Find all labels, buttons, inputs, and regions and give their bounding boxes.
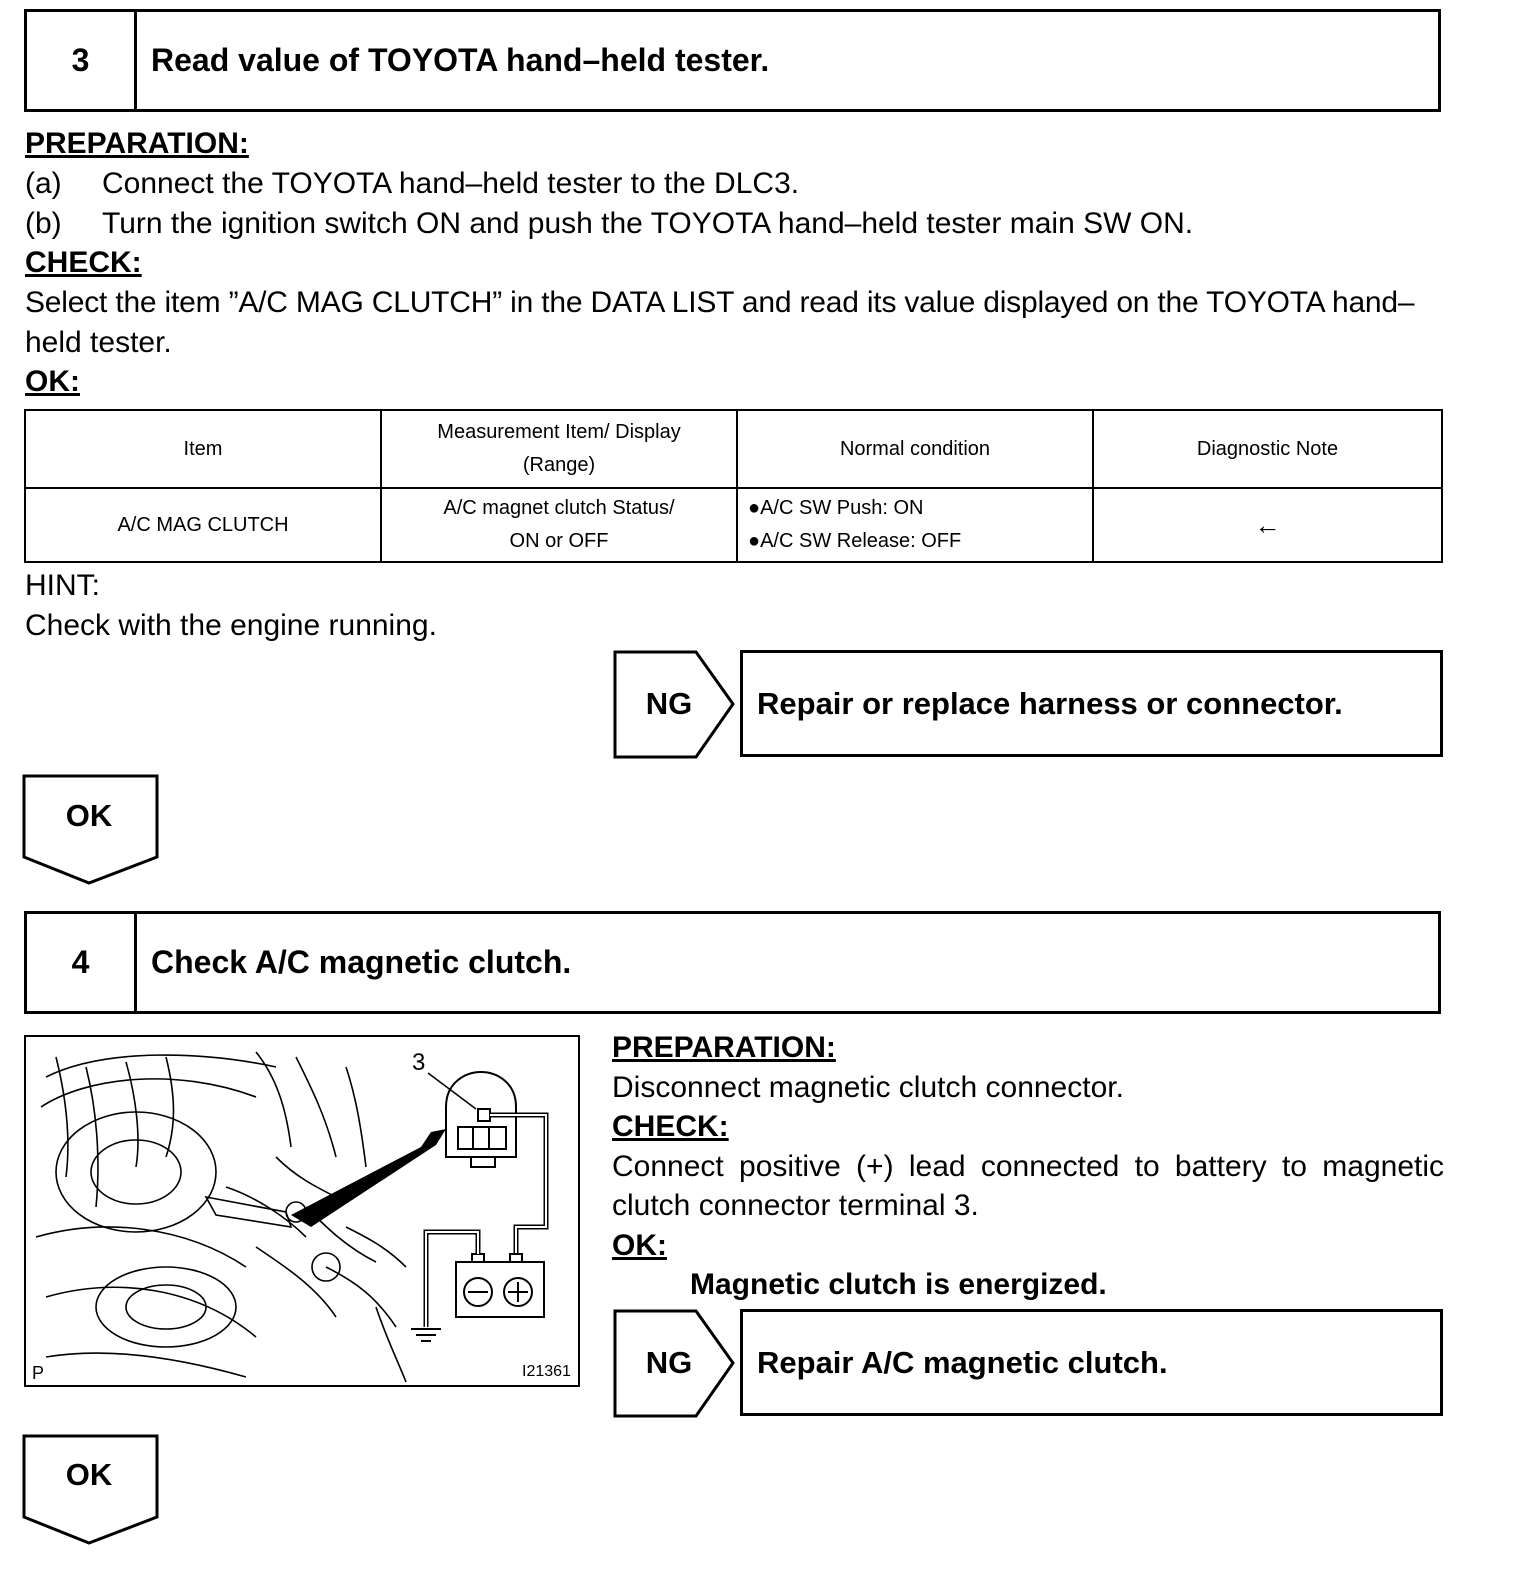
step-3-check-heading: CHECK: xyxy=(25,246,142,279)
table-row xyxy=(25,488,1442,562)
header-normal-condition: Normal condition xyxy=(737,410,1093,488)
cell-item: A/C MAG CLUTCH xyxy=(25,488,381,562)
header-item: Item xyxy=(25,410,381,488)
step-4-ok-label: OK xyxy=(65,1457,113,1492)
engine-connector-illustration xyxy=(26,1037,578,1385)
step-3-number: 3 xyxy=(27,12,137,109)
step-4-check-text-line1: Connect positive (+) lead connected to battery to magnetic xyxy=(612,1150,1444,1183)
step-4-ok-heading: OK: xyxy=(612,1229,667,1262)
step-4-header xyxy=(24,911,1441,1014)
magnetic-clutch-figure xyxy=(24,1035,580,1387)
cell-measurement xyxy=(381,488,737,562)
step-3-prep-a-label: (a) xyxy=(25,167,62,200)
header-measurement-line1: Measurement Item/ Display xyxy=(437,421,681,443)
header-diagnostic-note: Diagnostic Note xyxy=(1093,410,1442,488)
step-3-check-text-line2: held tester. xyxy=(25,326,172,359)
step-3-prep-a-text: Connect the TOYOTA hand–held tester to the DLC3. xyxy=(102,167,800,200)
figure-corner-label: P xyxy=(32,1363,45,1383)
step-3-ng-label: NG xyxy=(645,686,693,721)
cell-measurement-line2: ON or OFF xyxy=(509,530,609,552)
cell-diagnostic-note: ← xyxy=(1093,488,1442,562)
table-header-row xyxy=(25,410,1442,488)
step-3-ng-action: Repair or replace harness or connector. xyxy=(757,685,1343,721)
step-3-check-text-line1: Select the item ”A/C MAG CLUTCH” in the DATA LIST and read its value displayed on the TOYOTA hand– xyxy=(25,286,1415,319)
step-4-ng-action-box xyxy=(740,1309,1443,1416)
step-3-hint-text: Check with the engine running. xyxy=(25,609,437,642)
cell-normal-line2: ●A/C SW Release: OFF xyxy=(748,530,962,552)
header-measurement-line2: (Range) xyxy=(522,454,596,476)
step-3-title: Read value of TOYOTA hand–held tester. xyxy=(151,42,770,78)
data-list-table xyxy=(24,409,1443,563)
step-4-number: 4 xyxy=(27,914,137,1011)
step-3-hint-heading: HINT: xyxy=(25,569,100,602)
step-3-header xyxy=(24,9,1441,112)
header-measurement xyxy=(381,410,737,488)
step-4-prep-text: Disconnect magnetic clutch connector. xyxy=(612,1071,1124,1104)
step-4-ng-action: Repair A/C magnetic clutch. xyxy=(757,1344,1168,1380)
cell-normal-line1: ●A/C SW Push: ON xyxy=(748,497,924,519)
step-4-title: Check A/C magnetic clutch. xyxy=(151,944,572,980)
step-3-prep-b-text: Turn the ignition switch ON and push the TOYOTA hand–held tester main SW ON. xyxy=(102,207,1194,240)
step-3-ng-action-box xyxy=(740,650,1443,757)
step-4-check-heading: CHECK: xyxy=(612,1110,729,1143)
figure-terminal-label: 3 xyxy=(412,1049,426,1076)
step-3-prep-b-label: (b) xyxy=(25,207,62,240)
cell-normal-condition xyxy=(737,488,1093,562)
step-4-ng-label: NG xyxy=(645,1345,693,1380)
step-3-preparation-heading: PREPARATION: xyxy=(25,127,249,160)
step-3-ok-heading: OK: xyxy=(25,365,80,398)
step-4-check-text-line2: clutch connector terminal 3. xyxy=(612,1189,979,1222)
step-4-ok-text: Magnetic clutch is energized. xyxy=(690,1268,1107,1301)
step-3-ok-label: OK xyxy=(65,798,113,833)
cell-measurement-line1: A/C magnet clutch Status/ xyxy=(443,497,675,519)
step-4-preparation-heading: PREPARATION: xyxy=(612,1031,836,1064)
figure-id: I21361 xyxy=(522,1363,571,1380)
